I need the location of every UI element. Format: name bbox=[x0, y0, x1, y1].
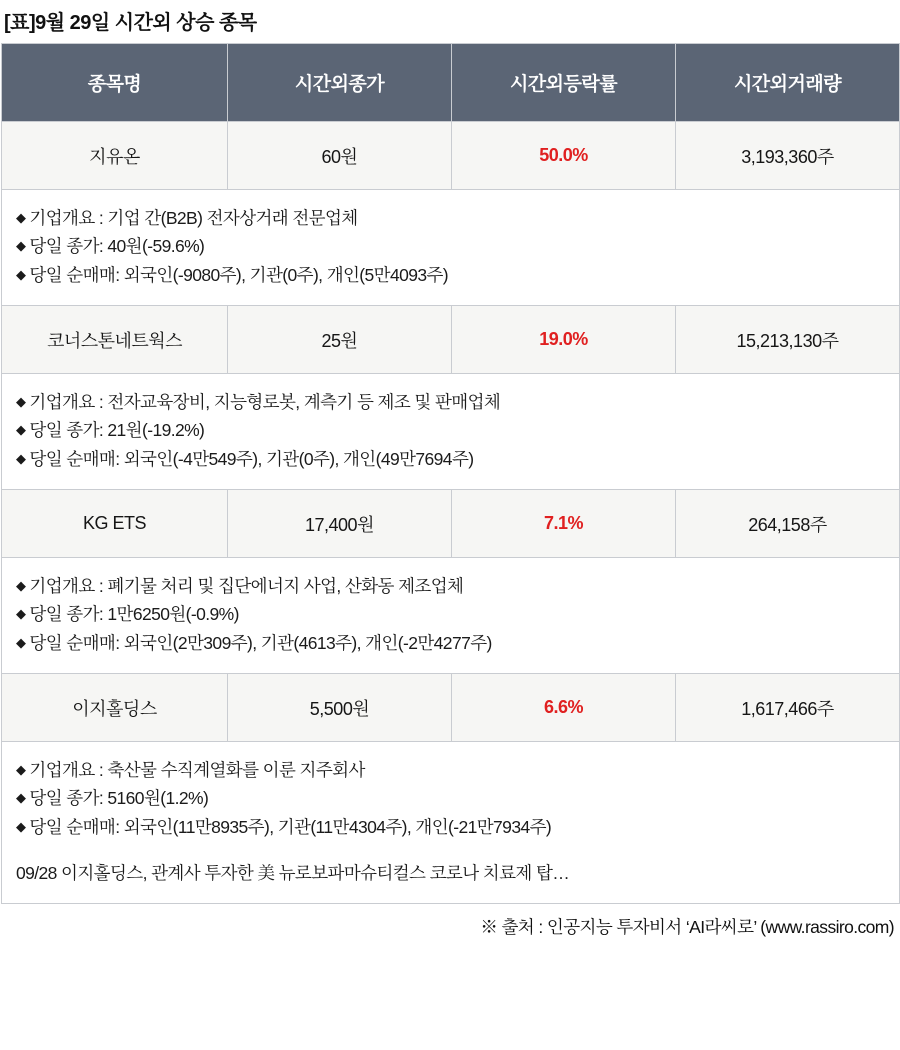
detail-line bbox=[16, 388, 885, 416]
cell-volume: 1,617,466주 bbox=[676, 674, 900, 742]
cell-volume: 3,193,360주 bbox=[676, 122, 900, 190]
diamond-icon: ◆ bbox=[16, 790, 26, 806]
detail-text: 당일 순매매: 외국인(2만309주), 기관(4613주), 개인(-2만4277주) bbox=[29, 632, 492, 653]
page-title: [표]9월 29일 시간외 상승 종목 bbox=[4, 12, 257, 34]
cell-stock-name: 코너스톤네트웍스 bbox=[2, 306, 228, 374]
column-header-rate: 시간외등락률 bbox=[452, 44, 676, 122]
detail-line bbox=[16, 629, 885, 657]
detail-text: 기업개요 : 축산물 수직계열화를 이룬 지주회사 bbox=[29, 760, 365, 781]
cell-rate: 19.0% bbox=[452, 306, 676, 374]
diamond-icon: ◆ bbox=[16, 266, 26, 282]
cell-price: 17,400원 bbox=[228, 490, 452, 558]
detail-line bbox=[16, 445, 885, 473]
table-header bbox=[2, 44, 900, 122]
diamond-icon: ◆ bbox=[16, 634, 26, 650]
detail-line bbox=[16, 572, 885, 600]
cell-price: 60원 bbox=[228, 122, 452, 190]
news-headline[interactable]: 09/28 이지홀딩스, 관계사 투자한 美 뉴로보파마슈티컬스 코로나 치료제 탑… bbox=[16, 863, 570, 884]
detail-text: 당일 종가: 21원(-19.2%) bbox=[29, 420, 205, 441]
detail-row bbox=[2, 558, 900, 674]
cell-price: 5,500원 bbox=[228, 674, 452, 742]
detail-line bbox=[16, 813, 885, 841]
column-header-volume: 시간외거래량 bbox=[676, 44, 900, 122]
detail-text: 당일 종가: 5160원(1.2%) bbox=[29, 788, 209, 809]
detail-line bbox=[16, 784, 885, 812]
detail-cell bbox=[2, 190, 900, 306]
cell-price: 25원 bbox=[228, 306, 452, 374]
cell-rate: 6.6% bbox=[452, 674, 676, 742]
diamond-icon: ◆ bbox=[16, 210, 26, 225]
detail-text: 기업개요 : 기업 간(B2B) 전자상거래 전문업체 bbox=[29, 208, 358, 228]
diamond-icon: ◆ bbox=[16, 762, 26, 778]
detail-cell bbox=[2, 558, 900, 674]
cell-rate: 7.1% bbox=[452, 490, 676, 558]
table-row bbox=[2, 122, 900, 190]
diamond-icon: ◆ bbox=[16, 578, 26, 594]
cell-rate: 50.0% bbox=[452, 122, 676, 190]
cell-stock-name: 지유온 bbox=[2, 122, 228, 190]
diamond-icon: ◆ bbox=[16, 818, 26, 834]
diamond-icon: ◆ bbox=[16, 422, 26, 438]
cell-stock-name: KG ETS bbox=[2, 490, 228, 558]
detail-text: 당일 순매매: 외국인(-9080주), 기관(0주), 개인(5만4093주) bbox=[29, 264, 449, 285]
cell-volume: 264,158주 bbox=[676, 490, 900, 558]
detail-text: 기업개요 : 폐기물 처리 및 집단에너지 사업, 산화동 제조업체 bbox=[29, 576, 464, 597]
after-hours-gainers-table bbox=[1, 43, 900, 904]
detail-row bbox=[2, 190, 900, 306]
diamond-icon: ◆ bbox=[16, 450, 26, 466]
detail-cell bbox=[2, 742, 900, 904]
diamond-icon: ◆ bbox=[16, 606, 26, 622]
diamond-icon: ◆ bbox=[16, 394, 26, 410]
detail-text: 당일 순매매: 외국인(11만8935주), 기관(11만4304주), 개인(-21만7934주) bbox=[29, 816, 552, 837]
detail-text: 당일 종가: 40원(-59.6%) bbox=[29, 236, 205, 257]
detail-text: 당일 순매매: 외국인(-4만549주), 기관(0주), 개인(49만7694주) bbox=[29, 448, 474, 469]
cell-volume: 15,213,130주 bbox=[676, 306, 900, 374]
detail-line bbox=[16, 600, 885, 628]
detail-text: 기업개요 : 전자교육장비, 지능형로봇, 계측기 등 제조 및 판매업체 bbox=[29, 392, 501, 413]
detail-row bbox=[2, 374, 900, 490]
detail-line bbox=[16, 232, 885, 260]
table-row bbox=[2, 490, 900, 558]
detail-cell bbox=[2, 374, 900, 490]
table-body bbox=[2, 122, 900, 904]
column-header-price: 시간외종가 bbox=[228, 44, 452, 122]
cell-stock-name: 이지홀딩스 bbox=[2, 674, 228, 742]
detail-line bbox=[16, 204, 885, 232]
detail-line bbox=[16, 756, 885, 784]
column-header-name: 종목명 bbox=[2, 44, 228, 122]
detail-text: 당일 종가: 1만6250원(-0.9%) bbox=[29, 604, 239, 625]
table-row bbox=[2, 306, 900, 374]
source-note: ※ 출처 : 인공지능 투자비서 ‘AI라씨로’ (www.rassiro.com) bbox=[480, 917, 894, 938]
detail-line bbox=[16, 416, 885, 444]
detail-row bbox=[2, 742, 900, 904]
diamond-icon: ◆ bbox=[16, 238, 26, 254]
detail-line bbox=[16, 261, 885, 289]
table-row bbox=[2, 674, 900, 742]
header-row bbox=[2, 44, 900, 122]
